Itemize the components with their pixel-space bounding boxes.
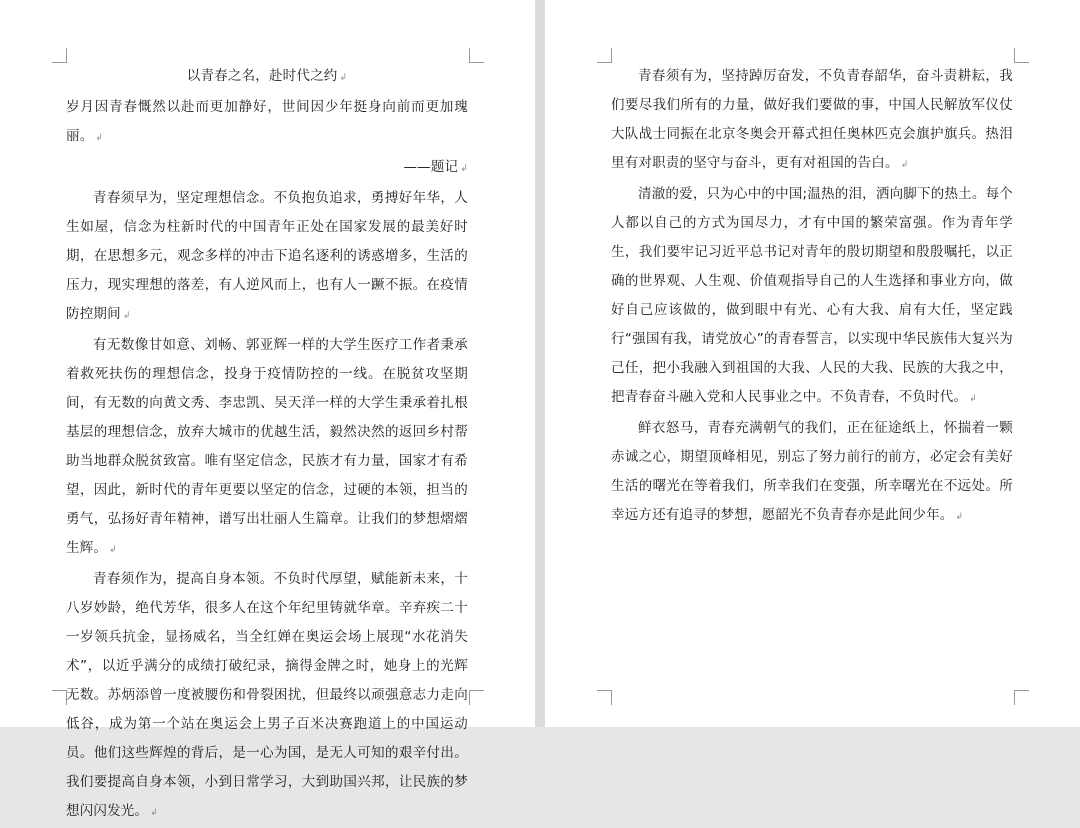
- paragraph-mark: ↲: [150, 808, 158, 818]
- paragraph-mark: ↲: [109, 545, 117, 555]
- document-page-left: [0, 0, 535, 819]
- margin-corner-top-right: [1014, 48, 1029, 63]
- paragraph-text: 清澈的爱，只为心中的中国;温热的泪，洒向脚下的热土。每个人都以自己的方式为国尽力，才有中国的繁荣富强。作为青年学生，我们要牢记习近平总书记对青年的殷切期望和殷殷嘱托，以正确的世界观、人生观、价值观指导自己的人生选择和事业方向，做好自己应该做的，做到眼中有光、心有大我、肩有大任，坚定践行“强国有我，请党放心”的青春誓言，以实现中华民族伟大复兴为己任，把小我融入到祖国的大我、人民的大我、民族的大我之中，把青春奋斗融入党和人民事业之中。不负青春，不负时代。: [611, 186, 1013, 405]
- margin-corner-bottom-right: [469, 690, 484, 705]
- essay-title-text: 以青春之名，赴时代之约: [186, 68, 338, 84]
- margin-corner-top-left: [597, 48, 612, 63]
- margin-corner-top-left: [52, 48, 67, 63]
- paragraph: [66, 331, 468, 565]
- page-body[interactable]: [611, 62, 1013, 532]
- margin-corner-top-right: [469, 48, 484, 63]
- paragraph-mark: ↲: [955, 512, 964, 522]
- paragraph-text: 有无数像甘如意、刘畅、郭亚辉一样的大学生医疗工作者秉承着救死扶伤的理想信念，投身于疫情防控的一线。在脱贫攻坚期间，有无数的向黄文秀、李忠凯、吴天洋一样的大学生秉承着扎根基层的理想信念，放弃大城市的优越生活，毅然决然的返回乡村帮助当地群众脱贫致富。唯有坚定信念，民族才有力量，国家才有希望，因此，新时代的青年更要以坚定的信念，过硬的本领，担当的勇气，弘扬好青年精神，谱写出壮丽人生篇章。让我们的梦想熠熠生辉。: [66, 337, 468, 556]
- paragraph-mark: ↲: [460, 164, 468, 174]
- margin-corner-bottom-left: [52, 690, 67, 705]
- epigraph-text: 岁月因青春慨然以赴而更加静好，世间因少年挺身向前而更加瑰丽。: [66, 99, 468, 144]
- margin-corner-bottom-right: [1014, 690, 1029, 705]
- page-gap: [535, 0, 545, 727]
- paragraph: [66, 184, 468, 331]
- paragraph-mark: ↲: [969, 394, 977, 404]
- epigraph: [66, 93, 468, 153]
- paragraph-text: 青春须作为，提高自身本领。不负时代厚望，赋能新未来，十八岁妙龄，绝代芳华，很多人在这个年纪里铸就华章。辛弃疾二十一岁领兵抗金，显扬威名，当全红婵在奥运会场上展现“水花消失术”，以近乎满分的成绩打破纪录，摘得金牌之时，她身上的光辉无数。苏炳添曾一度被腰伤和骨裂困扰，但最终以顽强意志力走向低谷，成为第一个站在奥运会上男子百米决赛跑道上的中国运动员。他们这些辉煌的背后，是一心为国，是无人可知的艰辛付出。我们要提高自身本领，小到日常学习，大到助国兴邦，让民族的梦想闪闪发光。: [66, 571, 468, 819]
- epigraph-signature: [66, 153, 468, 184]
- paragraph: [611, 180, 1013, 414]
- paragraph-mark: ↲: [900, 160, 909, 170]
- signature-text: ——题记: [403, 159, 459, 175]
- page-body[interactable]: [66, 62, 468, 828]
- paragraph-mark: ↲: [95, 133, 104, 143]
- document-page-right: [545, 0, 1080, 727]
- paragraph: [611, 62, 1013, 180]
- essay-title: [66, 62, 468, 93]
- margin-corner-bottom-left: [597, 690, 612, 705]
- paragraph: [66, 565, 468, 828]
- paragraph-text: 青春须有为，坚持踔厉奋发，不负青春韶华，奋斗责耕耘，我们要尽我们所有的力量，做好我们要做的事，中国人民解放军仪仗大队战士同振在北京冬奥会开幕式担任奥林匹克会旗护旗兵。热泪里有对职责的坚守与奋斗，更有对祖国的告白。: [611, 68, 1013, 171]
- paragraph-mark: ↲: [122, 311, 131, 321]
- paragraph-mark: ↲: [339, 73, 348, 83]
- paragraph-text: 鲜衣怒马，青春充满朝气的我们，正在征途纸上，怀揣着一颗赤诚之心，期望顶峰相见，别忘了努力前行的前方，必定会有美好生活的曙光在等着我们，所幸我们在变强，所幸曙光在不远处。所幸远方还有追寻的梦想，愿韶光不负青春亦是此间少年。: [611, 420, 1013, 523]
- paragraph-text: 青春须早为，坚定理想信念。不负抱负追求，勇搏好年华，人生如屋，信念为柱新时代的中国青年正处在国家发展的最美好时期，在思想多元，观念多样的冲击下追名逐利的诱惑增多，生活的压力，现实理想的落差，有人逆风而上，也有人一蹶不振。在疫情防控期间: [66, 190, 468, 322]
- paragraph: [611, 414, 1013, 532]
